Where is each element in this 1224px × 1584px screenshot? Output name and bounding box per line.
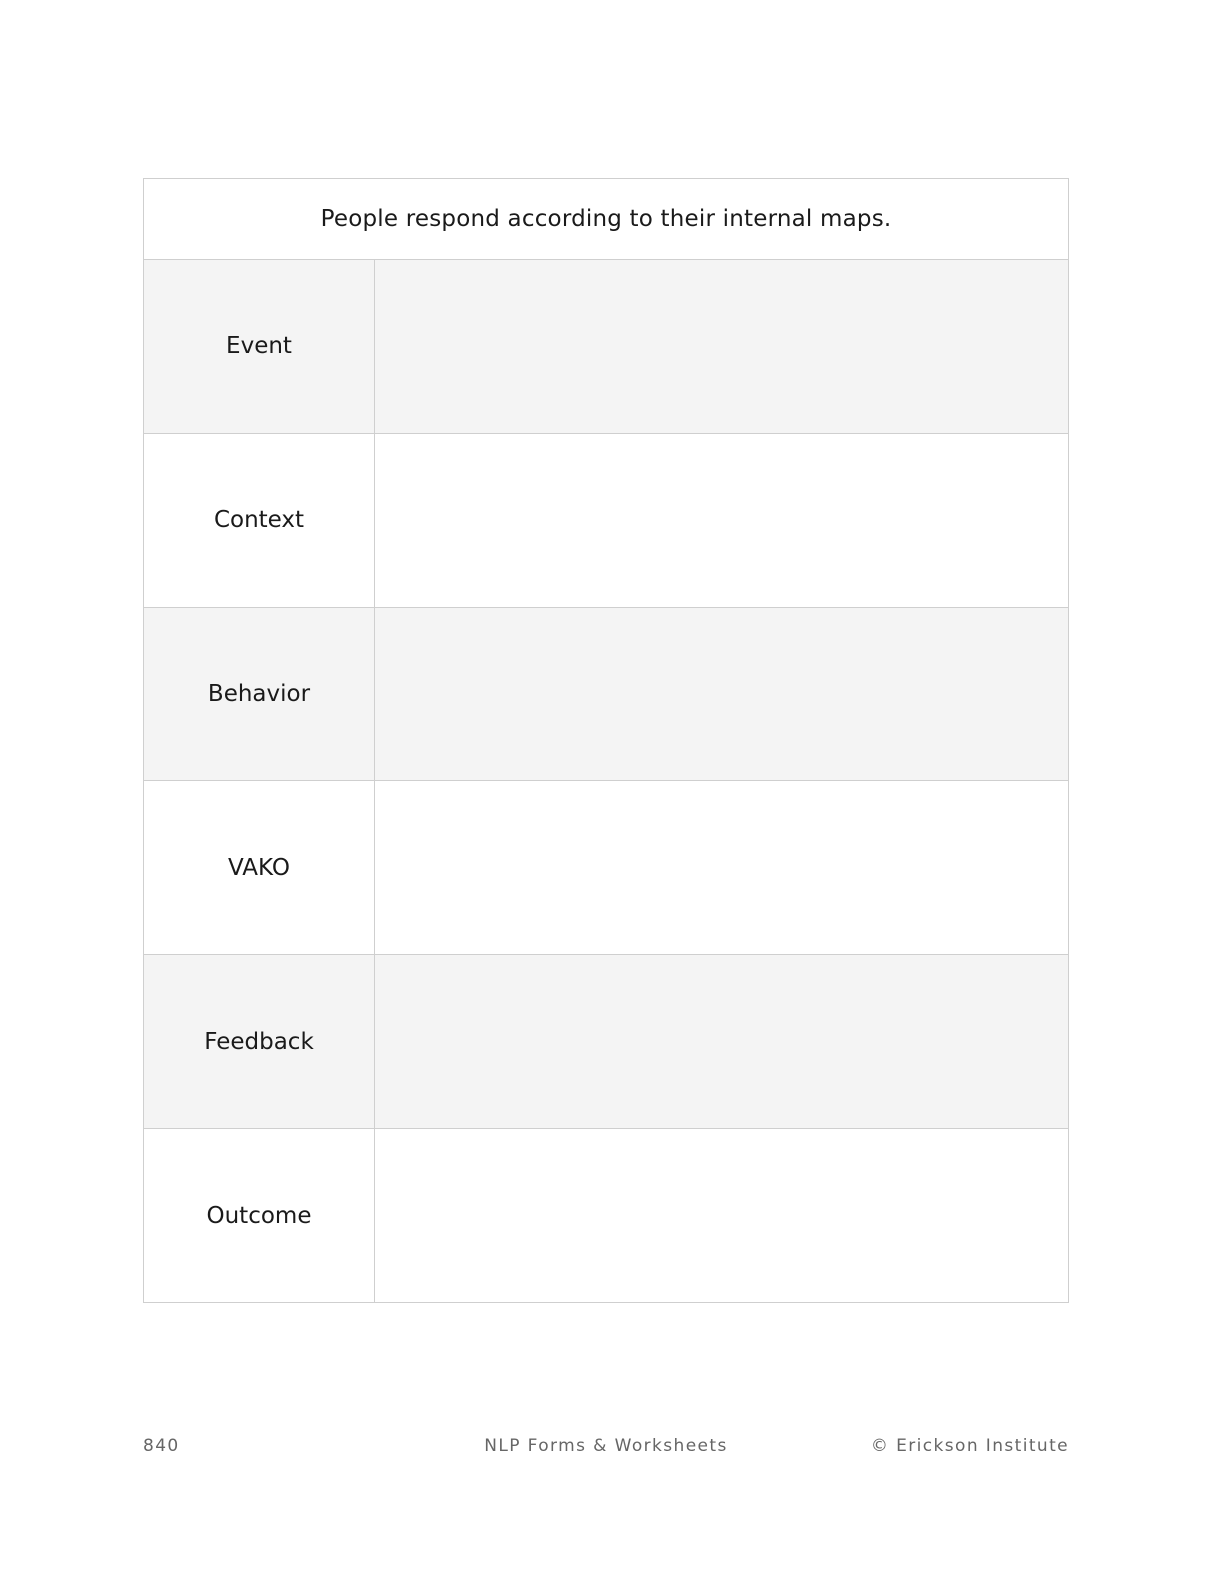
worksheet-title: People respond according to their internal maps. — [144, 179, 1068, 260]
context-entry-field[interactable] — [375, 434, 1068, 607]
feedback-entry-field[interactable] — [375, 955, 1068, 1128]
table-row — [144, 434, 1068, 608]
row-label-outcome: Outcome — [144, 1129, 375, 1302]
row-label-vako: VAKO — [144, 781, 375, 954]
table-row — [144, 1129, 1068, 1302]
row-label-context: Context — [144, 434, 375, 607]
row-label-event: Event — [144, 260, 375, 433]
table-row — [144, 260, 1068, 434]
row-label-feedback: Feedback — [144, 955, 375, 1128]
row-label-behavior: Behavior — [144, 608, 375, 781]
outcome-entry-field[interactable] — [375, 1129, 1068, 1302]
event-entry-field[interactable] — [375, 260, 1068, 433]
table-row — [144, 608, 1068, 782]
vako-entry-field[interactable] — [375, 781, 1068, 954]
table-row — [144, 781, 1068, 955]
worksheet-table — [143, 178, 1069, 1303]
page-number: 840 — [143, 1436, 180, 1456]
copyright-notice: © Erickson Institute — [870, 1436, 1069, 1456]
book-title: NLP Forms & Worksheets — [484, 1436, 728, 1456]
behavior-entry-field[interactable] — [375, 608, 1068, 781]
page-footer — [143, 1436, 1069, 1460]
table-row — [144, 955, 1068, 1129]
